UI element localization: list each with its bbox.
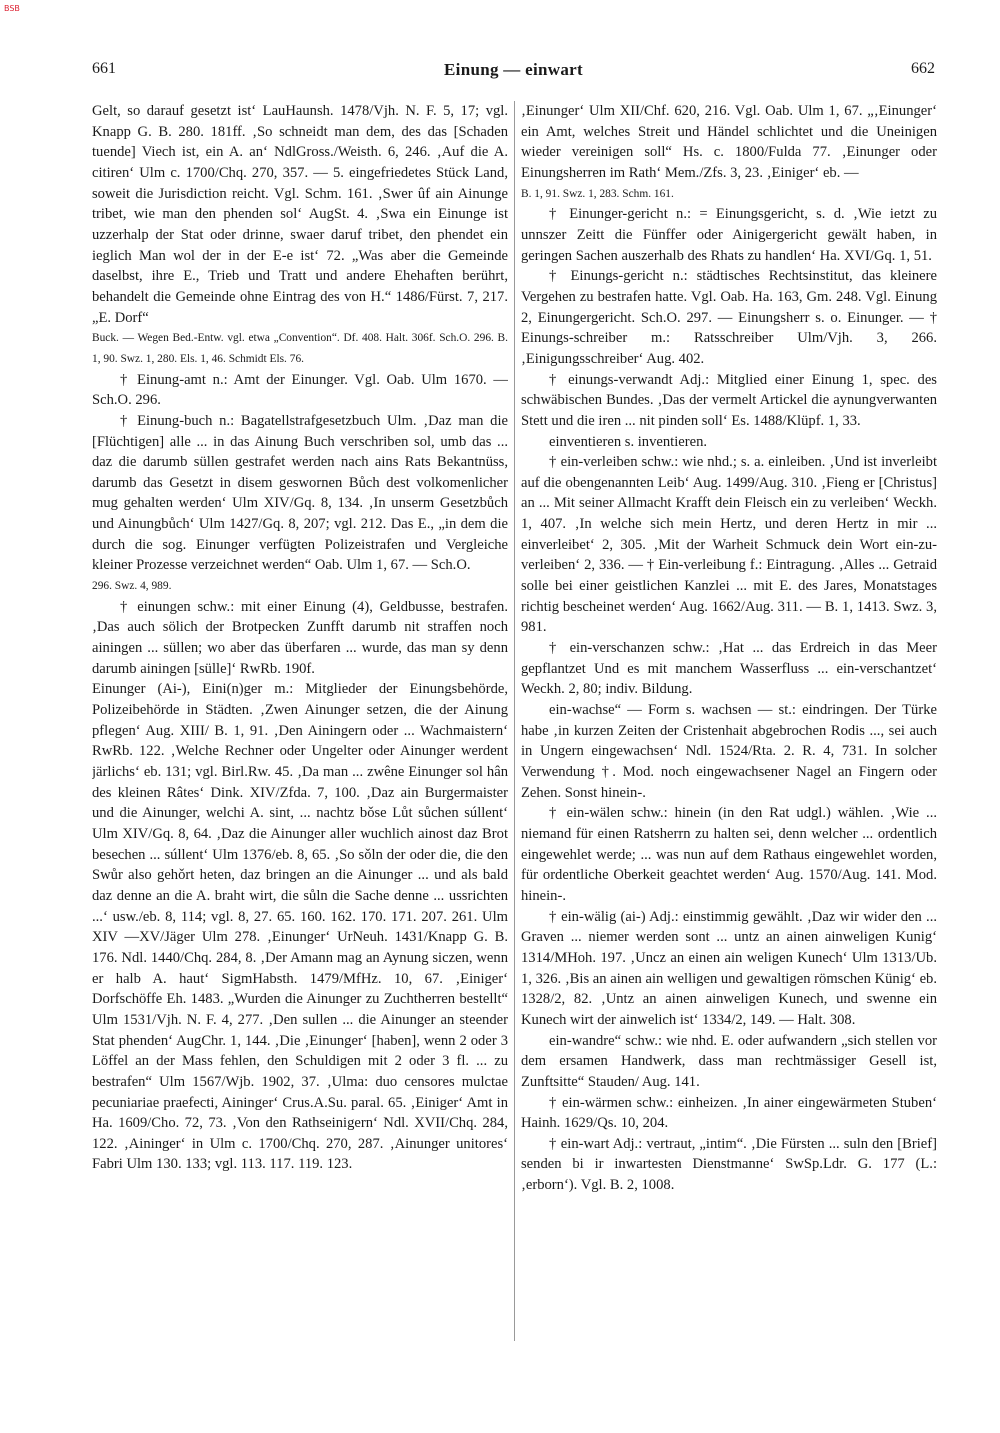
entry-ein-verleiben: † ein-verleiben schw.: wie nhd.; s. a. einleiben. ‚Und ist inverleibt auf die obengenannten Leib‘ Aug. 1499/Aug. 310. ‚Fieng er [Christus] an ... Mit seiner Allmacht Krafft dein Fleisch ein zu verleiben‘ Weckh. 1, 407. ‚In welche sich mein Hertz, und deren Hertz in mir ... einverleibet‘ 2, 305. ‚Mit der Warheit Schmuck dein Wort ein-zu-verleiben‘ 2, 336. — † Ein-verleibung f.: Eintragung. ‚Alles ... Getraid solle bei einer geistlichen Kanzlei ... mit E. des Jares, Monatstages richtig bescheinet werden‘ Aug. 1662/Aug. 311. — B. 1, 1413. Swz. 3, 981.: [521, 454, 937, 636]
right-column: [521, 101, 937, 1341]
entry-einungs-gericht: † Einungs-gericht n.: städtisches Rechtsinstitut, das kleinere Vergehen zu bestrafen hatte. Vgl. Oab. Ha. 163, Gm. 248. Vgl. Einung 2, Einungergericht. Sch.O. 297. — Einungsherr s. o. Einunger. — † Einungs-schreiber m.: Ratsschreiber Ulm/Vjh. 3, 266. ‚Einigungsschreiber‘ Aug. 402.: [521, 268, 937, 367]
page-number-left: 661: [92, 60, 116, 77]
paragraph: ‚Einunger‘ Ulm XII/Chf. 620, 216. Vgl. Oab. Ulm 1, 67. „‚Einunger‘ ein Amt, welches Streit und Händel schlichtet und die Uneinigen wieder vereinigen soll“ Hs. c. 1800/Fulda 77. ‚Einunger oder Einungsherren im Rath‘ Mem./Zfs. 3, 23. ‚Einiger‘ eb. —: [521, 103, 937, 181]
running-title: Einung — einwart: [444, 60, 583, 79]
entry-ein-waelen: † ein-wälen schw.: hinein (in den Rat udgl.) wählen. ‚Wie ... niemand für einen Ratsherrn zu halten sei, denn welcher ... ordentlich eingewehlet werde; ... was nun auf dem Rathaus eingewehlet worden, für ordentliche Oberkeit geachtet werden‘ Aug. 1570/Aug. 141. Mod. hinein-.: [521, 805, 937, 904]
entry-ein-wart: † ein-wart Adj.: vertraut, „intim“. ‚Die Fürsten ... suln den [Brief] senden bi ir inwartesten Dienstmanne‘ SwSp.Ldr. G. 177 (L.: ‚erborn‘). Vgl. B. 2, 1008.: [521, 1135, 937, 1194]
column-divider: [514, 101, 515, 1341]
entry-einung-buch: † Einung-buch n.: Bagatellstrafgesetzbuch Ulm. ‚Daz man die [Flüchtigen] alle ... in das Ainung Buch verschriben sol, umb das ... daz die darumb süllen gestrafet werden nach ains Rats Bekantnüss, darumb das Gesetzt in disem geswornen Bůch dest volkomenlicher mug gehalten werden‘ Ulm XIV/Gq. 8, 134. ‚In unserm Gesetzbůch und Ainungbůch‘ Ulm 1427/Gq. 8, 207; vgl. 212. Das E., „in dem die durch die sog. Einunger verfügten Polizeistrafen und Vergleiche kleiner Prozesse verzeichnet werden“ Oab. Ulm 1, 67. — Sch.O.: [92, 412, 508, 574]
paragraph: Gelt, so darauf gesetzt ist‘ LauHaunsh. 1478/Vjh. N. F. 5, 17; vgl. Knapp G. B. 280. 181ff. ‚So schneidt man dem, des das [Schaden tuende] Viech ist, ein A. an‘ NdlGross./Weisth. 6, 246. ‚Auf die A. citiren‘ Ulm c. 1700/Chq. 270, 357. — 5. eingefriedetes Stück Land, soweit die Jurisdiction reicht. Vgl. Schm. 161. ‚Swer ûf ain Ainunge tribet, wie man den phenden sol‘ AugSt. 4. ‚Swa ein Einunge ist uzzerhalp der Stat oder drinne, swaer daruf tribet, den phendet ein ieglich Man wol der in der E-e ist‘ 72. „Was aber die Gemeinde daselbst, ihre E., Trieb und Tratt und andere Ehehaften berührt, behandelt die Gemeinde ohne Eintrag des von H.“ 1486/Fürst. 7, 217. „E. Dorf“: [92, 103, 508, 326]
library-stamp: BSB: [4, 4, 20, 13]
page-header: [92, 60, 935, 90]
entry-einungen: † einungen schw.: mit einer Einung (4), Geldbusse, bestrafen. ‚Das auch sölich der Brotpecken Zunfft darumb nit straffen noch ainingen ... süllen; wo aber das überfaren ... wurde, das man sy denn darumb ainingen [sülle]‘ RwRb. 190f.: [92, 598, 508, 677]
entry-einunger-gericht: † Einunger-gericht n.: = Einungsgericht, s. d. ‚Wie ietzt zu unnszer Zeitt die Fünffer oder Ainigergericht gewält haben, in geringen Sachen auszerhalb des Rhats zu handlen‘ Ha. XVI/Gq. 1, 51.: [521, 206, 937, 264]
reference-note: B. 1, 91. Swz. 1, 283. Schm. 161.: [521, 187, 674, 200]
entry-einungs-verwandt: † einungs-verwandt Adj.: Mitglied einer Einung 1, spec. des schwäbischen Bundes. ‚Das der vermelt Artickel die aynungverwanten Stett und die iren ... nit pinden soll‘ Es. 1488/Klüpf. 1, 33.: [521, 371, 937, 429]
entry-ein-waelig: † ein-wälig (ai-) Adj.: einstimmig gewählt. ‚Daz wir wider den ... Graven ... niemer werden sont ... untz an ainen ainweligen Kunig‘ 1314/MHoh. 197. ‚Uncz an einen ain weligen Kunech‘ Ulm 1313/Ub. 1, 326. ‚Bis an ainen ain welligen und gewaltigen römschen Künig‘ eb. 1328/2, 82. ‚Untz an ainen ainweligen Kunech, und swenne ein Kunech wirt der ainwelich ist‘ 1334/2, 149. — Halt. 308.: [521, 908, 937, 1028]
entry-einunger: Einunger (Ai-), Eini(n)ger m.: Mitglieder der Einungsbehörde, Polizeibehörde in Städten. ‚Zwen Ainunger setzen, die der Ainung pflegen‘ Aug. XIII/ B. 1, 91. ‚Den Ainingern oder ... Wachmaistern‘ RwRb. 122. ‚Welche Rechner oder Ungelter oder Ainunger werdent järlichs‘ eb. 131; vgl. Birl.Rw. 45. ‚Da man ... zwêne Einunger sol hân des kleinen Râtes‘ Dink. XIV/Zfda. 7, 100. ‚Daz ain Burgermaister und die Ainunger, welchi A. sint, ... nachtz bǒse Lůt sůchen súllent‘ Ulm XIV/Gq. 8, 64. ‚Daz die Ainunger aller wuchlich ainost daz Brot besechen ... súllent‘ Ulm 1376/eb. 8, 65. ‚So sǒln der oder die, die den Swůr also gehǒrt heten, daz bringen an die Ainunger ... und als bald daz denne an die A. braht wirt, die sůln die Sache denne ... ussrichten ...‘ usw./eb. 8, 114; vgl. 8, 27. 65. 160. 162. 170. 171. 207. 261. Ulm XIV —XV/Jäger Ulm 278. ‚Einunger‘ UrNeuh. 1431/Knapp G. B. 176. Ndl. 1440/Chq. 284, 8. ‚Der Amann mag an Aynung siczen, wenn er halb A. haut‘ SigmHabsth. 1479/MfHz. 10, 67. ‚Einiger‘ Dorfschöffe Eh. 1483. „Wurden die Ainunger zu Zuchtherren bestellt“ Ulm 1531/Vjh. N. F. 4, 277. ‚Den sullen ... die Ainunger an steender Stat phenden‘ AugChr. 1, 144. ‚Die ‚Einunger‘ [haben], wenn 2 oder 3 Löffel an der Mass fehlen, den Schuldigen mit 2 oder 3 fl. ... zu bestrafen“ Ulm 1567/Wjb. 1902, 37. ‚Ulma: duo censores mulctae pecuniariae praefecti, Aininger‘ Crus.A.Su. paral. 65. ‚Einiger‘ Amt in Ha. 1609/Cho. 72, 73. ‚Von den Rathseinigern‘ Ndl. XVII/Chq. 284, 122. ‚Ainingerʻ in Ulm c. 1700/Chq. 270, 287. ‚Ainunger unitores‘ Fabri Ulm 130. 133; vgl. 113. 117. 119. 123.: [92, 681, 508, 1173]
entry-ein-verschanzen: † ein-verschanzen schw.: ‚Hat ... das Erdreich in das Meer gepflantzet Und es mit manchem Wasserfluss ... ein-verschantzet‘ Weckh. 2, 80; indiv. Bildung.: [521, 640, 937, 698]
left-column: [92, 101, 508, 1341]
entry-einung-amt: † Einung-amt n.: Amt der Einunger. Vgl. Oab. Ulm 1670. — Sch.O. 296.: [92, 371, 508, 409]
reference-note: 296. Swz. 4, 989.: [92, 580, 172, 593]
page-number-right: 662: [911, 60, 935, 77]
entry-ein-waermen: † ein-wärmen schw.: einheizen. ‚In ainer eingewärmeten Stuben‘ Hainh. 1629/Qs. 10, 204.: [521, 1094, 937, 1132]
reference-note: Buck. — Wegen Bed.-Entw. vgl. etwa „Convention“. Df. 408. Halt. 306f. Sch.O. 296. B. 1, 90. Swz. 1, 280. Els. 1, 46. Schmidt Els. 76.: [92, 332, 508, 365]
entry-einventieren: einventieren s. inventieren.: [549, 433, 708, 450]
entry-ein-wandern: ein-wandre“ schw.: wie nhd. E. oder aufwandern „sich stellen vor dem ersamen Handwerk, dass man rechtmässiger Gesell ist, Zunftsitte“ Stauden/ Aug. 141.: [521, 1032, 937, 1090]
entry-ein-wachsen: ein-wachse“ — Form s. wachsen — st.: eindringen. Der Türke habe ‚in kurzen Zeiten der Cristenhait abgebrochen Rodis ..., sei auch in Ungern eingewachsen‘ Ndl. 1524/Rta. 2. R. 4, 731. In solcher Verwendung †. Mod. noch eingewachsener Nagel an Fingern oder Zehen. Sonst hinein-.: [521, 702, 937, 801]
